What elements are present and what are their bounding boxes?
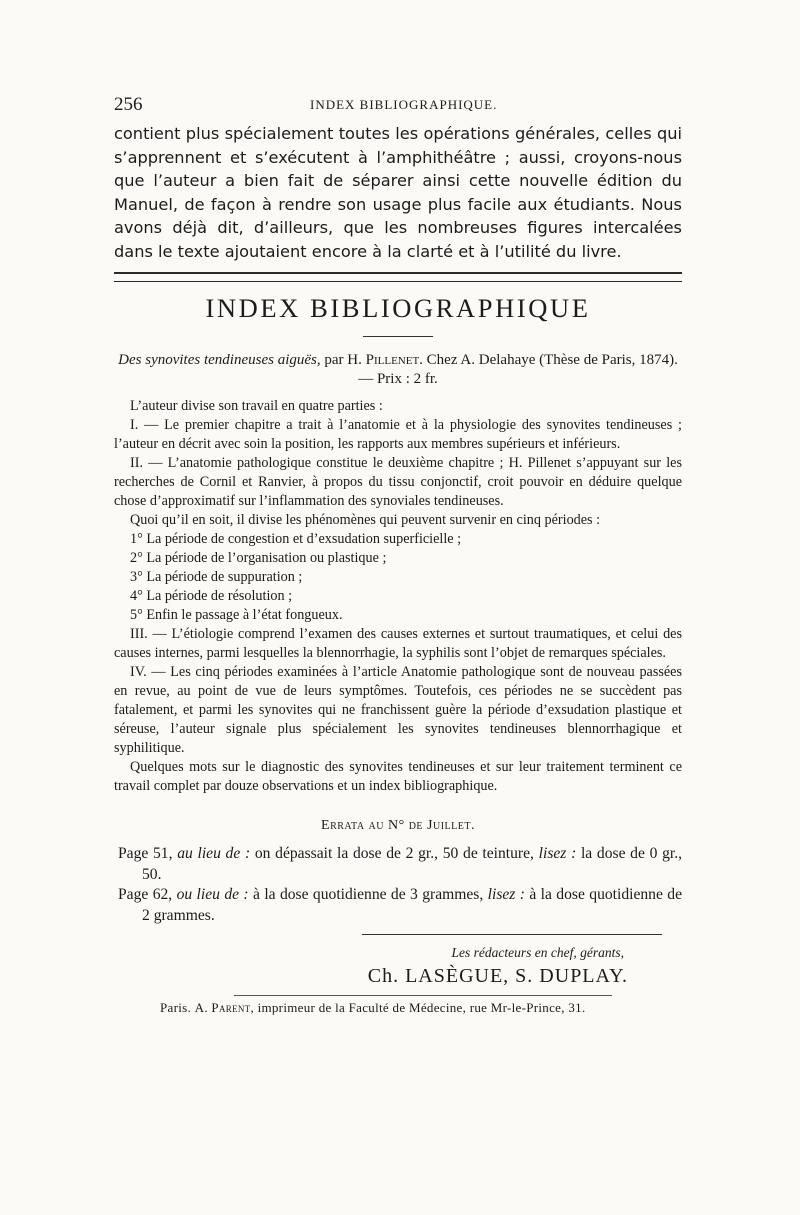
imprint-city: Paris. (160, 1000, 192, 1015)
review-periods-intro: Quoi qu’il en soit, il divise les phénomènes qui peuvent survenir en cinq périodes : (130, 512, 601, 528)
imprint-printer: A. Parent, (194, 1000, 254, 1015)
printer-imprint (160, 1000, 682, 1016)
errata-correct-text: à la dose quotidienne de 2 grammes. (142, 886, 682, 924)
citation (114, 351, 682, 389)
review-part-2: II. — L’anatomie pathologique constitue le deuxième chapitre ; H. Pillenet s’appuyant sur les recherches de Cornil et Ranvier, à propos du tissu conjonctif, croit pouvoir en déduire quelque chose d’approximatif sur l’inflammation des synoviales tendineuses. (114, 455, 682, 509)
period-item: 1° La période de congestion et d’exsudation superficielle ; (130, 531, 462, 547)
review-body (114, 397, 682, 796)
double-divider (114, 272, 682, 282)
lead-paragraph: contient plus spécialement toutes les opérations générales, celles qui s’apprennent et s’exécutent à l’amphithéâtre ; aussi, croyons-nous que l’auteur a bien fait de séparer ainsi cette nouvelle édition du Manuel, de façon à rendre son usage plus facile aux étudiants. Nous avons déjà dit, d’ailleurs, que les nombreuses figures intercalées dans le texte ajoutaient encore à la clarté et à l’utilité du livre. (114, 124, 682, 261)
period-item: 3° La période de suppuration ; (130, 569, 303, 585)
citation-by: par H. (324, 352, 362, 368)
review-part-3: III. — L’étiologie comprend l’examen des causes externes et surtout traumatiques, et celui des causes internes, parmi lesquelles la blennorrhagie, la syphilis sont l’objet de remarques spéciales. (114, 626, 682, 661)
errata-wrong-text: à la dose quotidienne de 3 grammes, (253, 886, 484, 903)
title-divider (363, 336, 433, 337)
review-intro: L’auteur divise son travail en quatre parties : (130, 398, 383, 414)
citation-author: Pillenet (365, 352, 420, 368)
errata-read-label: lisez : (538, 845, 577, 862)
errata-instead-label: au lieu de : (177, 845, 251, 862)
period-item: 5° Enfin le passage à l’état fongueux. (130, 607, 343, 623)
errata-read-label: lisez : (487, 886, 525, 903)
page-number: 256 (114, 94, 143, 115)
signature-divider (362, 934, 662, 935)
imprint-details: imprimeur de la Faculté de Médecine, rue Mr-le-Prince, 31. (257, 1000, 586, 1015)
errata-instead-label: ou lieu de : (176, 886, 249, 903)
period-item: 4° La période de résolution ; (130, 588, 293, 604)
errata-item (114, 885, 682, 926)
period-item: 2° La période de l’organisation ou plastique ; (130, 550, 387, 566)
errata-item (114, 844, 682, 885)
page-header (114, 94, 682, 120)
errata-correct-text: la dose de 0 gr., 50. (142, 845, 683, 883)
errata-list (114, 844, 682, 926)
editors-names: Ch. LASÈGUE, S. DUPLAY. (367, 965, 628, 987)
errata-wrong-text: on dépassait la dose de 2 gr., 50 de teinture, (254, 845, 534, 862)
review-part-4: IV. — Les cinq périodes examinées à l’article Anatomie pathologique sont de nouveau passées en revue, au point de vue de leurs symptômes. Toutefois, ces périodes ne se succèdent pas fatalement, et parmi les synovites qui ne franchissent guère la période d’exsudation plastique et séreuse, l’auteur signale plus spécialement les synovites tendineuses blennorrhagique et syphilitique. (114, 664, 682, 756)
imprint-divider (234, 995, 612, 996)
errata-page: Page 51, (118, 845, 173, 862)
errata-page: Page 62, (118, 886, 173, 903)
review-conclusion: Quelques mots sur le diagnostic des synovites tendineuses et sur leur traitement terminent ce travail complet par douze observations et un index bibliographique. (114, 759, 682, 794)
errata-heading: Errata au N° de Juillet. (321, 818, 475, 833)
editors-label: Les rédacteurs en chef, gérants, (451, 945, 624, 960)
section-title: INDEX BIBLIOGRAPHIQUE (205, 293, 591, 323)
book-page (114, 94, 682, 1016)
citation-publisher: . Chez A. Delahaye (Thèse de Paris, 1874). — Prix : 2 fr. (358, 352, 678, 387)
citation-work-title: Des synovites tendineuses aiguës, (118, 352, 321, 368)
review-part-1: I. — Le premier chapitre a trait à l’anatomie et à la physiologie des synovites tendineuses ; l’auteur en décrit avec soin la position, les rapports aux membres supérieurs et inférieurs. (114, 417, 682, 452)
running-head: INDEX BIBLIOGRAPHIQUE. (310, 97, 498, 112)
